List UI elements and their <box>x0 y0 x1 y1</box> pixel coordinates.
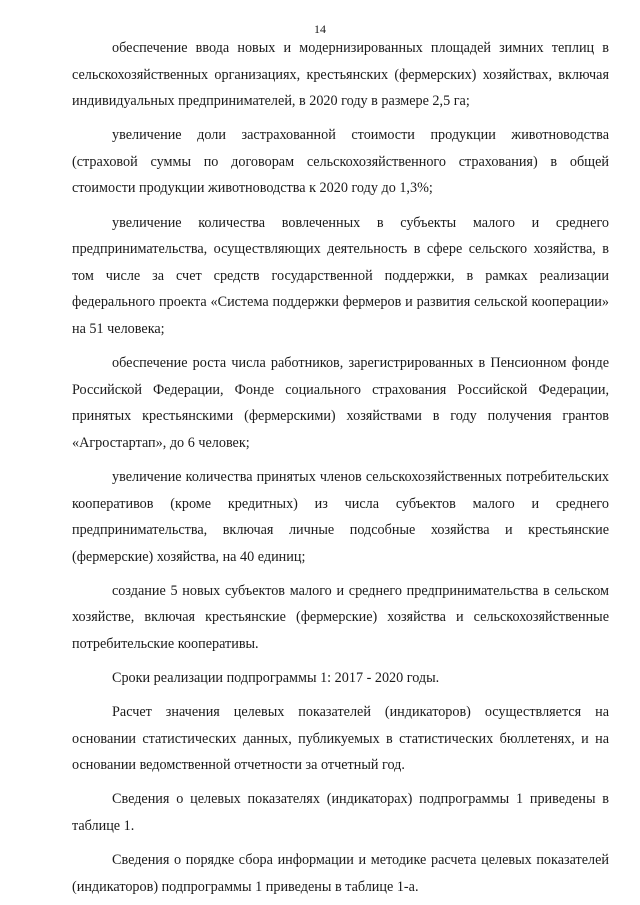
paragraph-sme-involvement: увеличение количества вовлеченных в субъекты малого и среднего предпринимательства, осуществляющих деятельность в сфере сельского хозяйства, в том числе за счет средств государственной поддержки, в рамках реализации федерального проекта «Система поддержки фермеров и развития сельской кооперации» на 51 человека; <box>72 214 609 337</box>
paragraph-livestock-insurance: увеличение доли застрахованной стоимости продукции животноводства (страховой суммы по договорам сельскохозяйственного страхования) в общей стоимости продукции животноводства к 2020 году до 1,3%; <box>72 127 609 197</box>
paragraph-new-sme-entities: создание 5 новых субъектов малого и среднего предпринимательства в сельском хозяйстве, включая крестьянские (фермерские) хозяйства и сельскохозяйственные потребительские кооперативы. <box>72 582 609 652</box>
paragraph-winter-greenhouses: обеспечение ввода новых и модернизированных площадей зимних теплиц в сельскохозяйственных организациях, крестьянских (фермерских) хозяйствах, включая индивидуальных предпринимателей, в 2020 году в размере 2,5 га; <box>72 40 609 110</box>
document-body <box>72 35 609 900</box>
paragraph-pension-fund-workers: обеспечение роста числа работников, зарегистрированных в Пенсионном фонде Российской Федерации, Фонде социального страхования Российской Федерации, принятых крестьянскими (фермерскими) хозяйствами в году получения грантов «Агростартап», до 6 человек; <box>72 355 609 451</box>
paragraph-indicator-calculation: Расчет значения целевых показателей (индикаторов) осуществляется на основании статистических данных, публикуемых в статистических бюллетенях, и на основании ведомственной отчетности за отчетный год. <box>72 704 609 774</box>
page-number: 14 <box>314 22 326 36</box>
paragraph-implementation-period: Сроки реализации подпрограммы 1: 2017 - 2020 годы. <box>112 670 440 687</box>
paragraph-methodology-table-ref: Сведения о порядке сбора информации и методике расчета целевых показателей (индикаторов) подпрограммы 1 приведены в таблице 1-а. <box>72 852 609 895</box>
paragraph-cooperative-members: увеличение количества принятых членов сельскохозяйственных потребительских кооперативов (кроме кредитных) из числа субъектов малого и среднего предпринимательства, включая личные подсобные хозяйства и крестьянские (фермерские) хозяйства, на 40 единиц; <box>72 468 609 565</box>
paragraph-indicators-table-ref: Сведения о целевых показателях (индикаторах) подпрограммы 1 приведены в таблице 1. <box>72 791 609 835</box>
